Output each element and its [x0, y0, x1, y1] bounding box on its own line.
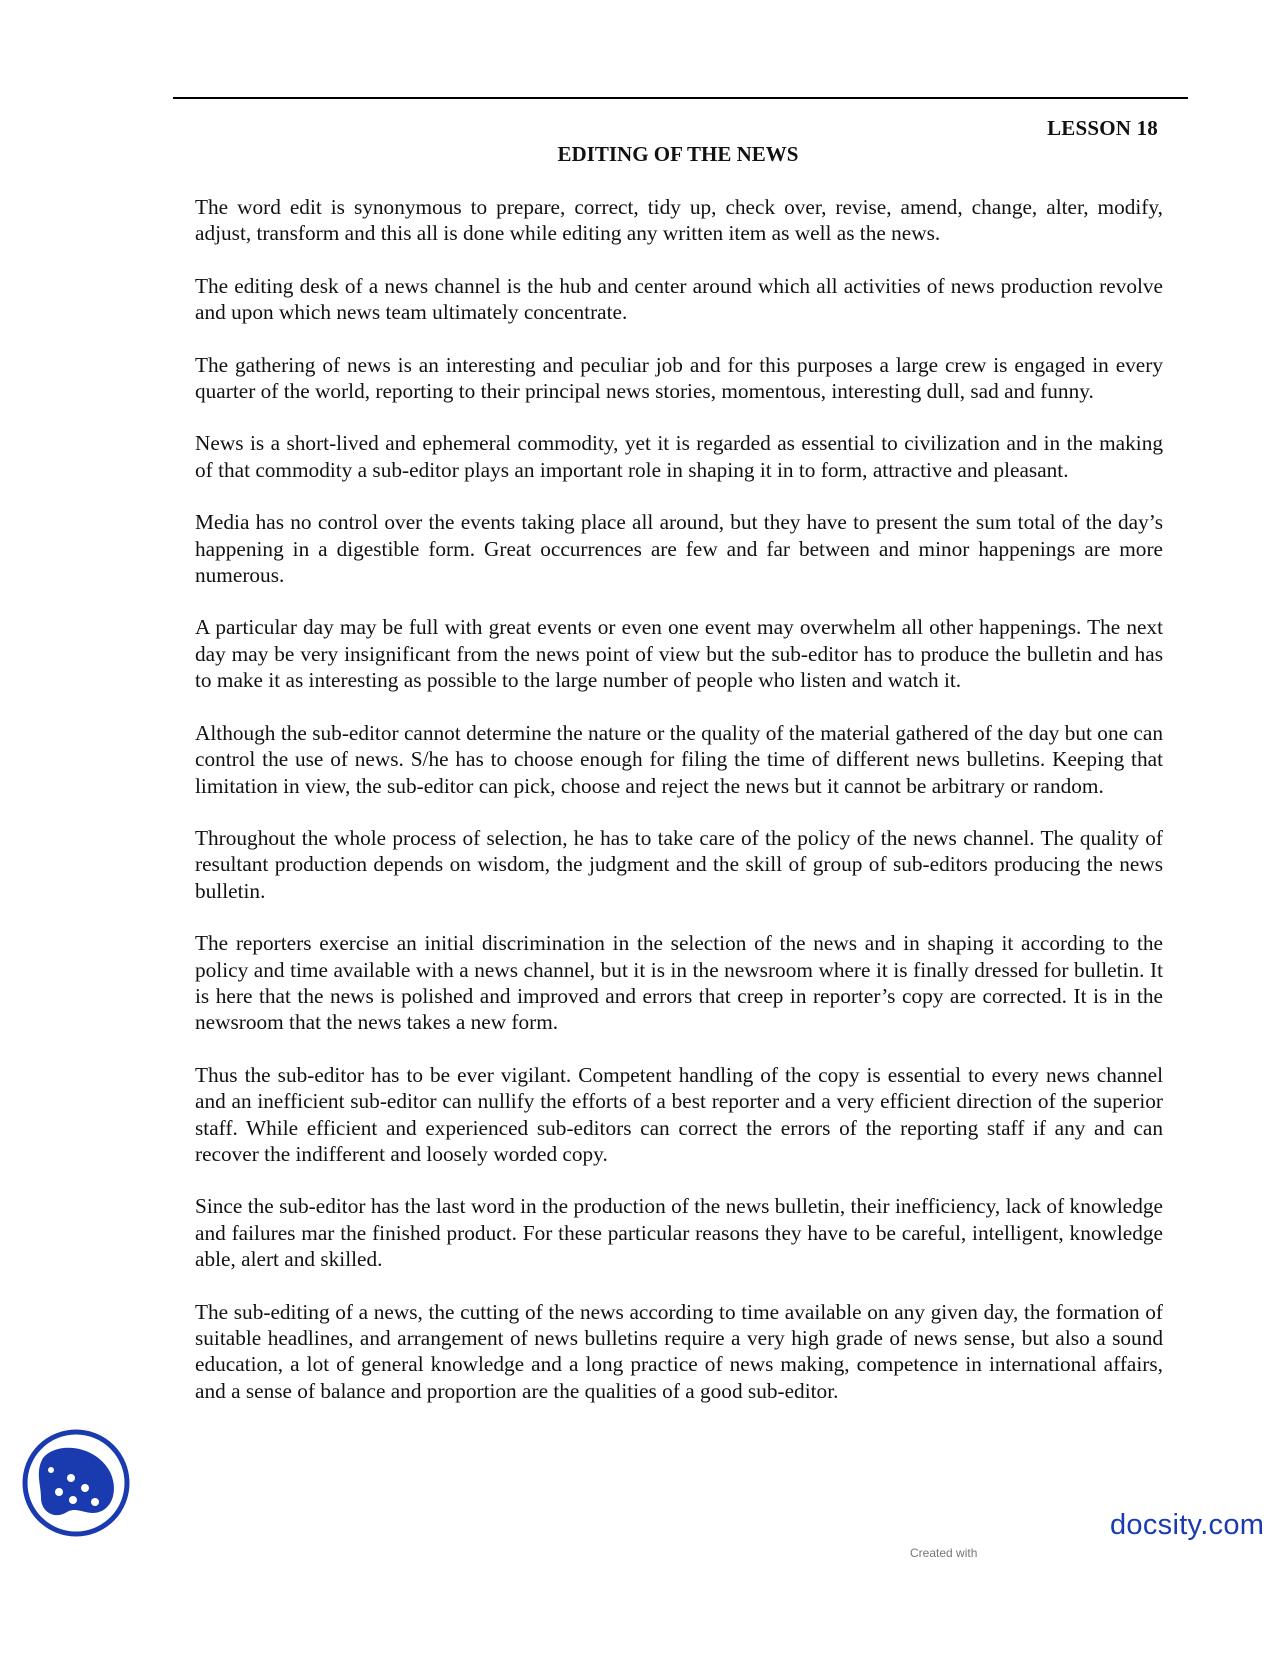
paragraph: Since the sub-editor has the last word in the production of the news bulletin, their inefficiency, lack of knowledge and failures mar the finished product. For these particular reasons they have to be careful, intelligent, knowledge able, alert and skilled.	[195, 1194, 1163, 1272]
paragraph: The reporters exercise an initial discrimination in the selection of the news and in shaping it according to the policy and time available with a news channel, but it is in the newsroom where it is finally dressed for bulletin. It is here that the news is polished and improved and errors that creep in reporter’s copy are corrected. It is in the newsroom that the news takes a new form.	[195, 931, 1163, 1035]
document-body	[195, 194, 1163, 1404]
docsity-brand-link[interactable]: docsity.com	[1110, 1509, 1265, 1541]
docsity-logo-icon	[21, 1428, 131, 1538]
page-title: EDITING OF THE NEWS	[557, 142, 799, 166]
created-with-label: Created with	[910, 1546, 978, 1560]
paragraph: The word edit is synonymous to prepare, correct, tidy up, check over, revise, amend, change, alter, modify, adjust, transform and this all is done while editing any written item as well as the news.	[195, 195, 1163, 246]
paragraph: Throughout the whole process of selection, he has to take care of the policy of the news channel. The quality of resultant production depends on wisdom, the judgment and the skill of group of sub-editors producing the news bulletin.	[195, 825, 1163, 903]
header-rule	[173, 97, 1188, 99]
paragraph: Although the sub-editor cannot determine the nature or the quality of the material gathered of the day but one can control the use of news. S/he has to choose enough for filing the time of different news bulletins. Keeping that limitation in view, the sub-editor can pick, choose and reject the news but it cannot be arbitrary or random.	[195, 720, 1163, 798]
paragraph: News is a short-lived and ephemeral commodity, yet it is regarded as essential to civilization and in the making of that commodity a sub-editor plays an important role in shaping it in to form, attractive and pleasant.	[195, 431, 1163, 482]
lesson-number: LESSON 18	[1047, 116, 1158, 140]
paragraph: The sub-editing of a news, the cutting of the news according to time available on any given day, the formation of suitable headlines, and arrangement of news bulletins require a very high grade of news sense, but also a sound education, a lot of general knowledge and a long practice of news making, competence in international affairs, and a sense of balance and proportion are the qualities of a good sub-editor.	[195, 1299, 1163, 1403]
paragraph: The gathering of news is an interesting and peculiar job and for this purposes a large crew is engaged in every quarter of the world, reporting to their principal news stories, momentous, interesting dull, sad and funny.	[195, 352, 1163, 404]
paragraph: A particular day may be full with great events or even one event may overwhelm all other happenings. The next day may be very insignificant from the news point of view but the sub-editor has to produce the bulletin and has to make it as interesting as possible to the large number of people who listen and watch it.	[195, 615, 1163, 693]
paragraph: The editing desk of a news channel is the hub and center around which all activities of news production revolve and upon which news team ultimately concentrate.	[195, 273, 1163, 325]
paragraph: Thus the sub-editor has to be ever vigilant. Competent handling of the copy is essential to every news channel and an inefficient sub-editor can nullify the efforts of a best reporter and a very efficient direction of the superior staff. While efficient and experienced sub-editors can correct the errors of the reporting staff if any and can recover the indifferent and loosely worded copy.	[195, 1062, 1163, 1166]
paragraph: Media has no control over the events taking place all around, but they have to present the sum total of the day’s happening in a digestible form. Great occurrences are few and far between and minor happenings are more numerous.	[195, 510, 1163, 588]
